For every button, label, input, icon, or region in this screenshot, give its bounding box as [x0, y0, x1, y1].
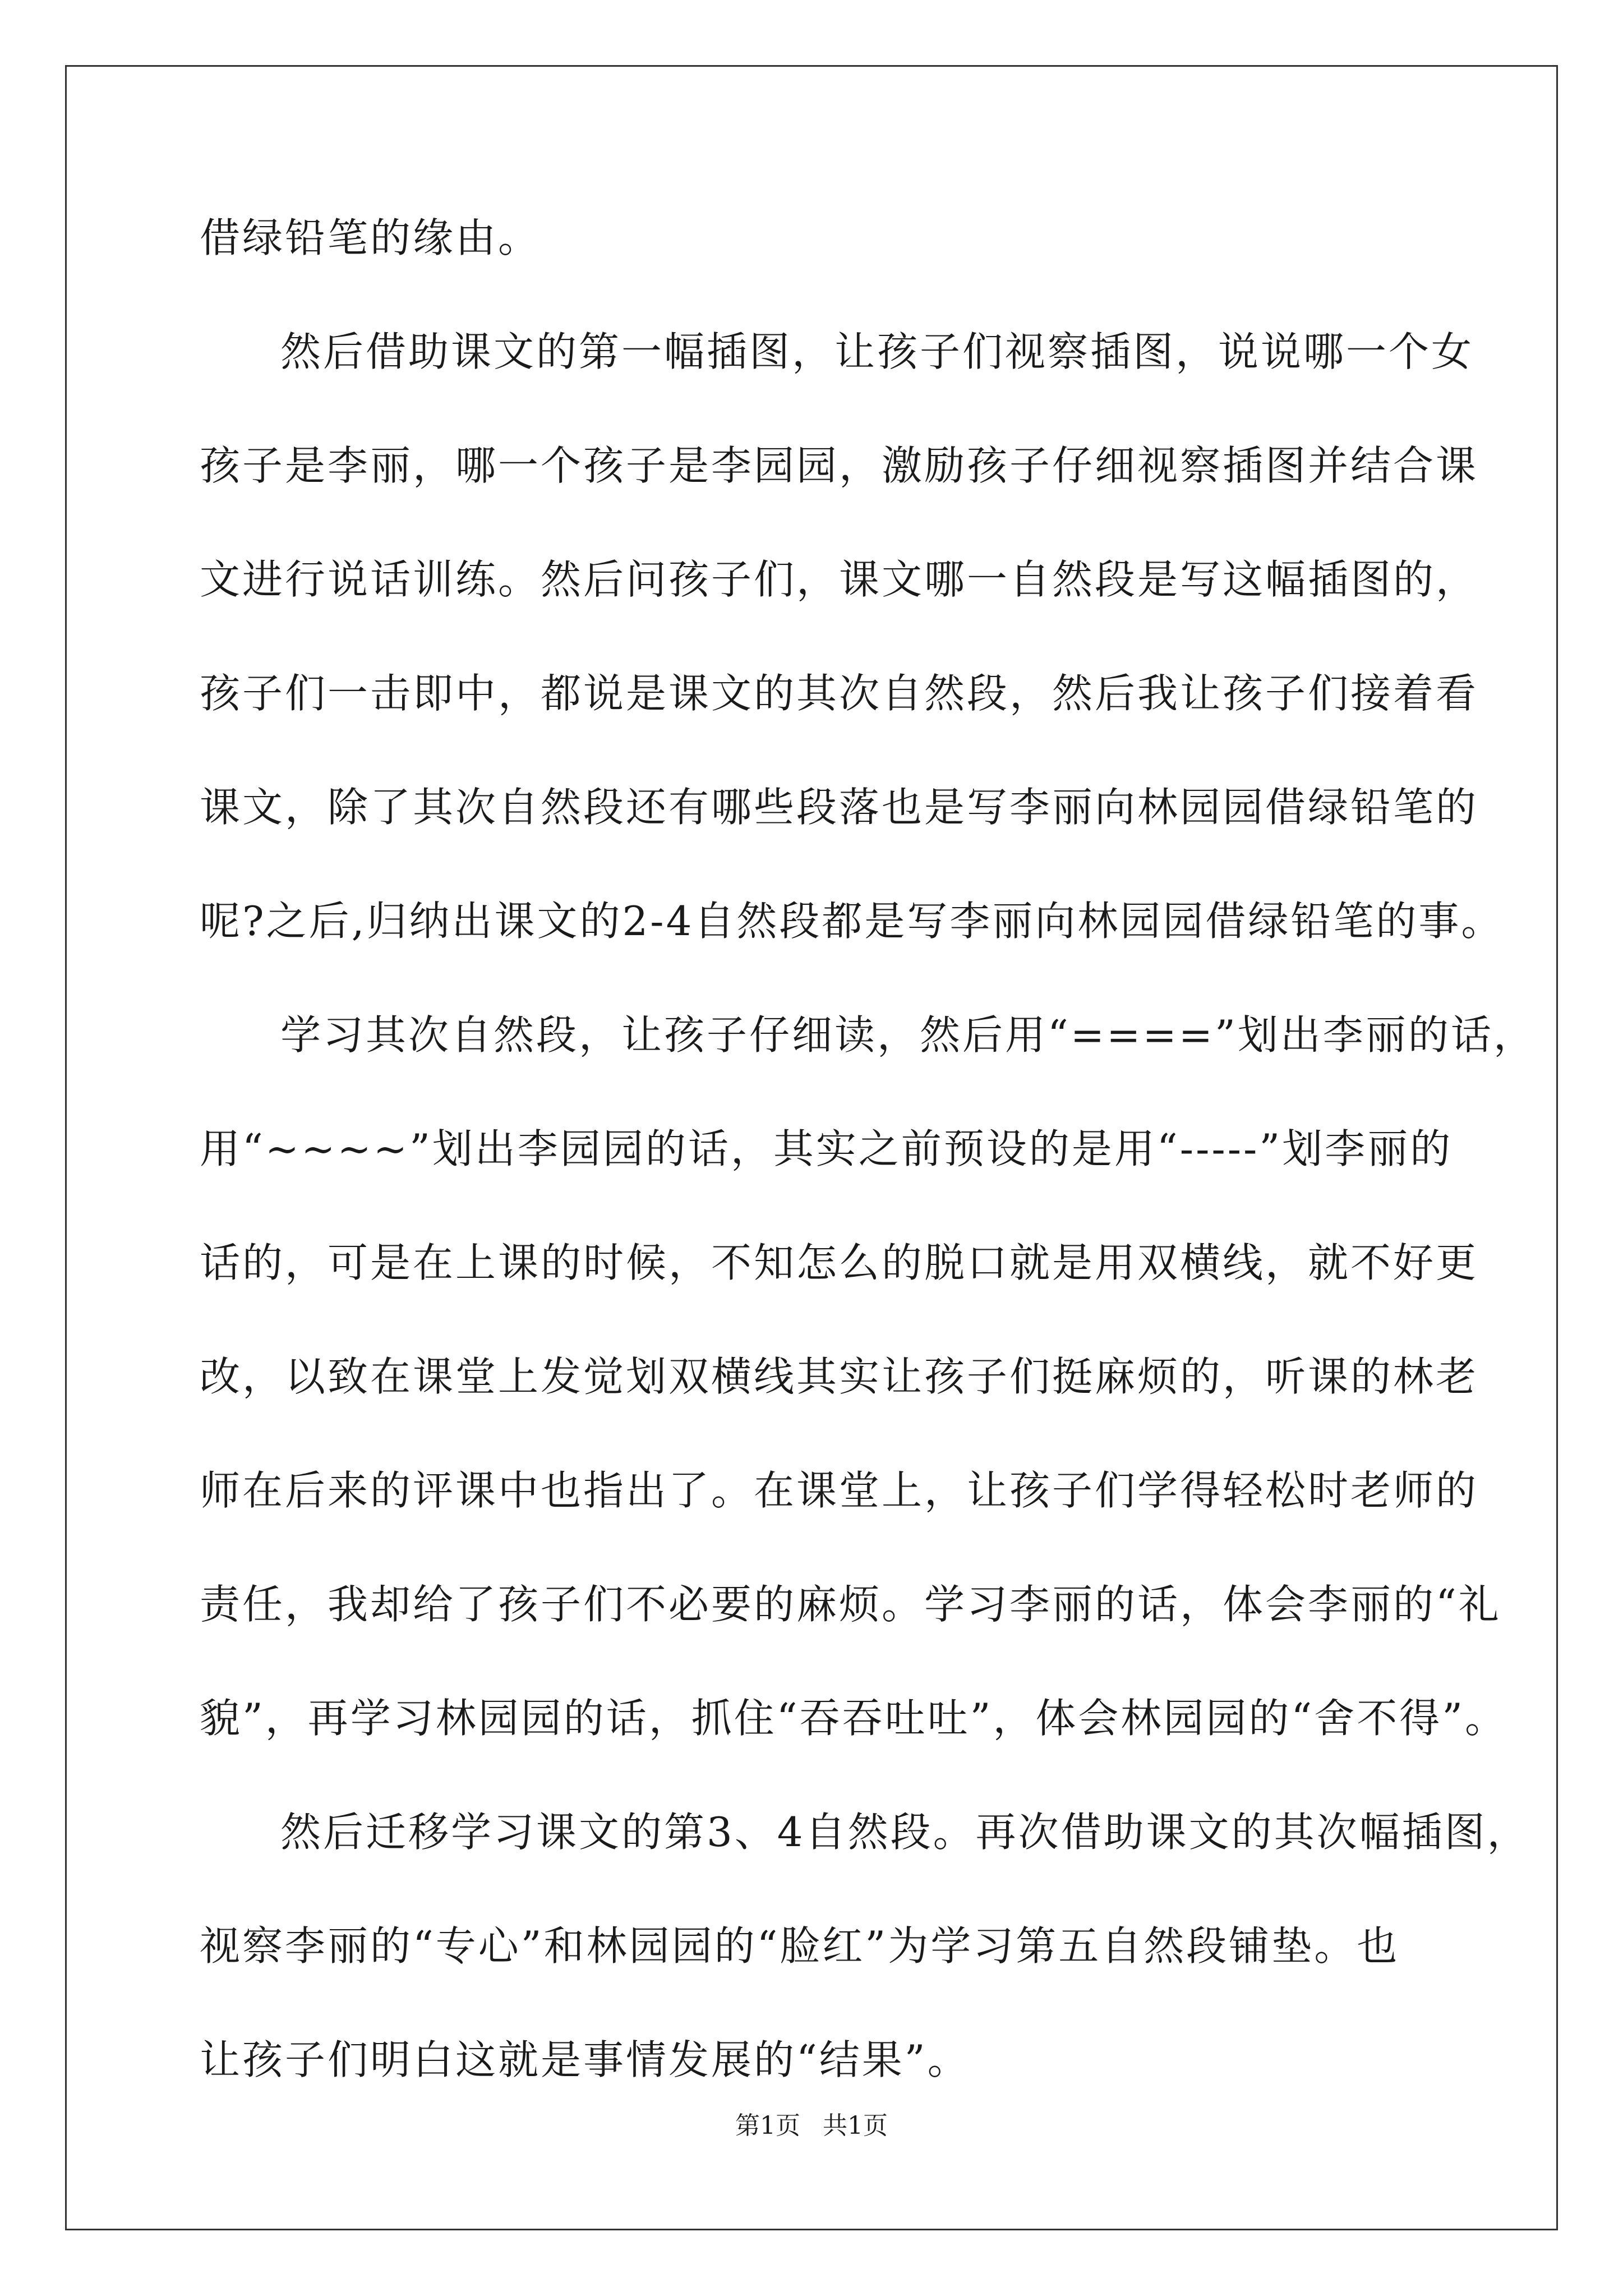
page-number: 第1页: [735, 2111, 800, 2140]
text-line: 借绿铅笔的缘由。: [200, 214, 541, 261]
text-line: 呢?之后,归纳出课文的2-4自然段都是写李丽向林园园借绿铅笔的事。: [200, 898, 1504, 945]
text-line: 师在后来的评课中也指出了。在课堂上，让孩子们学得轻松时老师的: [200, 1467, 1479, 1514]
text-line: 视察李丽的“专心”和林园园的“脸红”为学习第五自然段铺垫。也: [200, 1922, 1400, 1970]
page-footer: [0, 2109, 1623, 2143]
text-line: 孩子们一击即中，都说是课文的其次自然段，然后我让孩子们接着看: [200, 670, 1479, 717]
text-line: 貌”，再学习林园园的话，抓住“吞吞吐吐”，体会林园园的“舍不得”。: [200, 1695, 1508, 1742]
text-line: 课文，除了其次自然段还有哪些段落也是写李丽向林园园借绿铅笔的: [200, 784, 1479, 831]
text-line: 用“~~~~”划出李园园的话，其实之前预设的是用“-----”划李丽的: [200, 1125, 1453, 1172]
text-line: 让孩子们明白这就是事情发展的“结果”。: [200, 2036, 970, 2083]
paragraph-first-line: 然后借助课文的第一幅插图，让孩子们视察插图，说说哪一个女: [280, 328, 1474, 375]
paragraph-first-line: 然后迁移学习课文的第3、4自然段。再次借助课文的其次幅插图，: [280, 1809, 1530, 1856]
text-line: 孩子是李丽，哪一个孩子是李园园，激励孩子仔细视察插图并结合课: [200, 442, 1479, 489]
text-line: 责任，我却给了孩子们不必要的麻烦。学习李丽的话，体会李丽的“礼: [200, 1581, 1501, 1628]
page-total: 共1页: [823, 2111, 888, 2140]
text-line: 话的，可是在上课的时候，不知怎么的脱口就是用双横线，就不好更: [200, 1239, 1479, 1286]
text-line: 改，以致在课堂上发觉划双横线其实让孩子们挺麻烦的，听课的林老: [200, 1353, 1479, 1400]
paragraph-first-line: 学习其次自然段，让孩子仔细读，然后用“====”划出李丽的话，: [280, 1011, 1536, 1059]
text-line: 文进行说话训练。然后问孩子们，课文哪一自然段是写这幅插图的，: [200, 556, 1479, 603]
